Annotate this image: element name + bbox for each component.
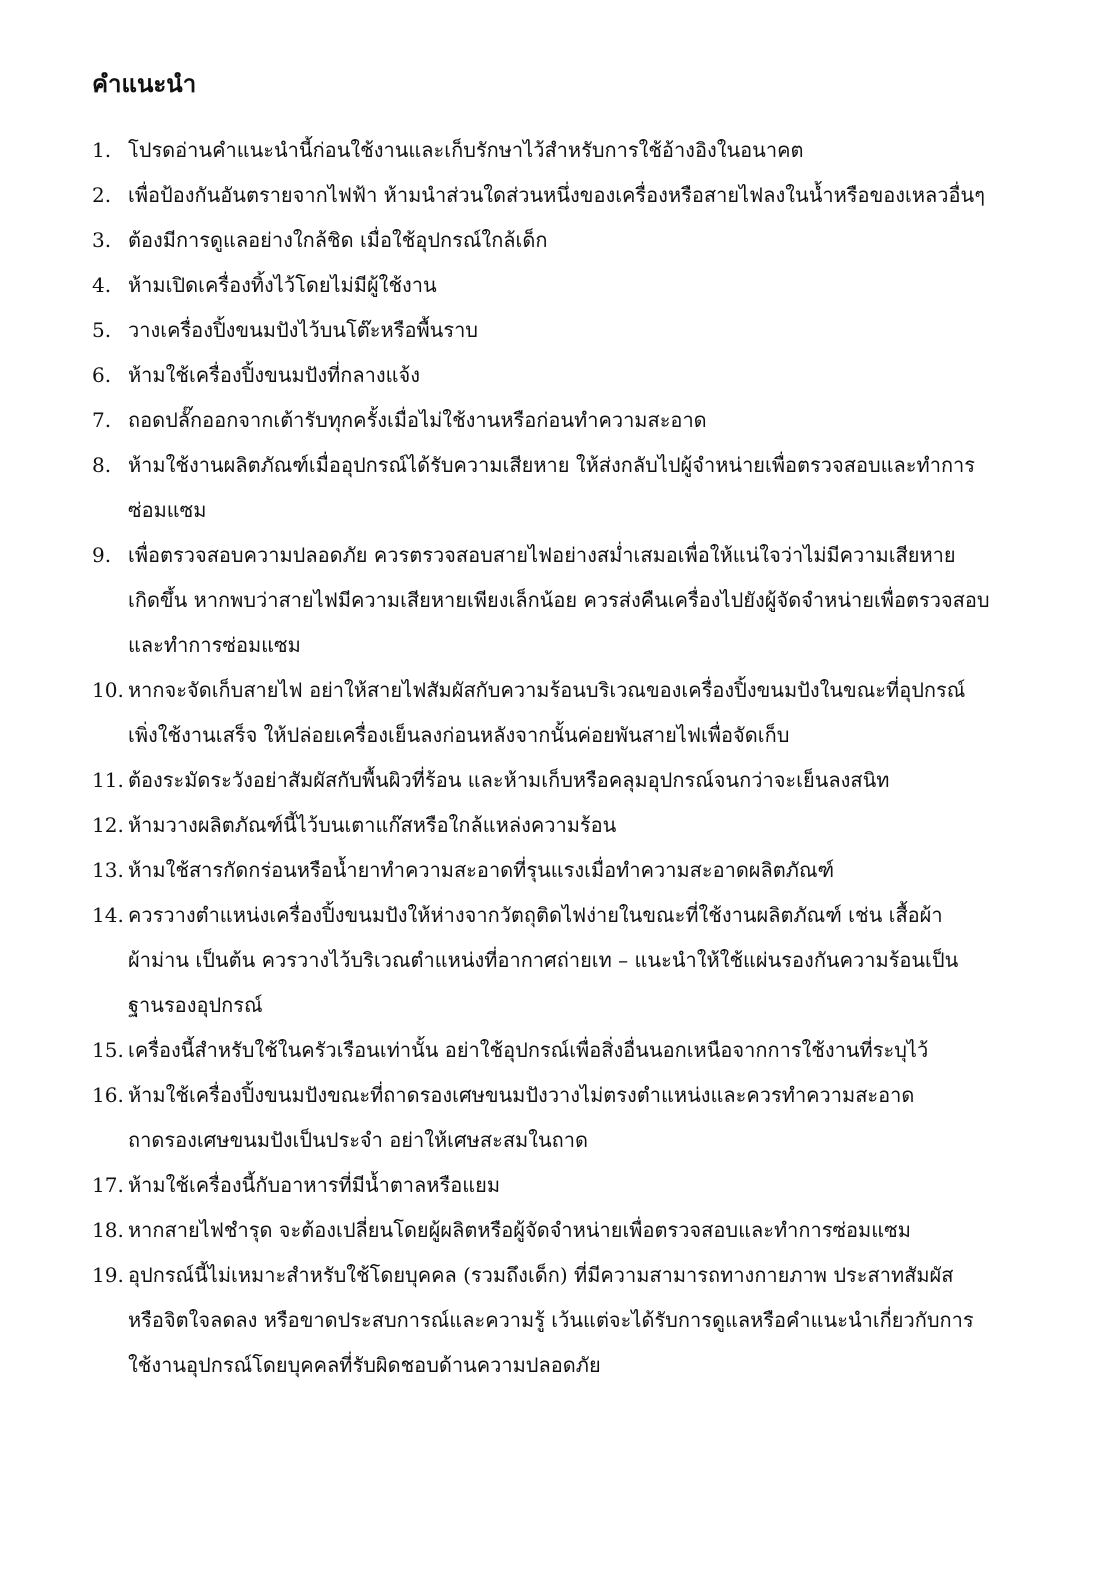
instruction-item: [92, 128, 1057, 173]
instructions-list: [92, 128, 1057, 1388]
instruction-number: 19.: [92, 1263, 124, 1287]
instruction-line: หรือจิตใจลดลง หรือขาดประสบการณ์และความรู้ เว้นแต่จะได้รับการดูแลหรือคำแนะนำเกี่ยวกับการ: [128, 1308, 974, 1332]
instruction-text: [128, 803, 1057, 848]
instruction-text: [128, 173, 1057, 218]
instruction-item: [92, 533, 1057, 668]
instruction-line: ห้ามใช้งานผลิตภัณฑ์เมื่ออุปกรณ์ได้รับความเสียหาย ให้ส่งกลับไปผู้จำหน่ายเพื่อตรวจสอบและทำการ: [128, 453, 976, 477]
instruction-number: 12.: [92, 813, 124, 837]
instruction-line: ถาดรองเศษขนมปังเป็นประจำ อย่าให้เศษสะสมในถาด: [128, 1128, 588, 1152]
instruction-text: [128, 263, 1057, 308]
instruction-item: [92, 1163, 1057, 1208]
instruction-line: ถอดปลั๊กออกจากเต้ารับทุกครั้งเมื่อไม่ใช้งานหรือก่อนทำความสะอาด: [128, 408, 707, 432]
instruction-text: [128, 353, 1057, 398]
instruction-item: [92, 1073, 1057, 1163]
instruction-item: [92, 1208, 1057, 1253]
instruction-line: เครื่องนี้สำหรับใช้ในครัวเรือนเท่านั้น อย่าใช้อุปกรณ์เพื่อสิ่งอื่นนอกเหนือจากการใช้งานที่ระบุไว้: [128, 1038, 929, 1062]
instruction-number: 1.: [92, 138, 112, 162]
instruction-item: [92, 1028, 1057, 1073]
instruction-line: ห้ามใช้เครื่องปิ้งขนมปังที่กลางแจ้ง: [128, 363, 421, 387]
instruction-text: [128, 1208, 1057, 1253]
instruction-line: ควรวางตำแหน่งเครื่องปิ้งขนมปังให้ห่างจากวัตถุติดไฟง่ายในขณะที่ใช้งานผลิตภัณฑ์ เช่น เสื้อผ้า: [128, 903, 943, 927]
instruction-text: [128, 308, 1057, 353]
instruction-number: 3.: [92, 228, 112, 252]
instruction-line: หากจะจัดเก็บสายไฟ อย่าให้สายไฟสัมผัสกับความร้อนบริเวณของเครื่องปิ้งขนมปังในขณะที่อุปกรณ์: [128, 678, 966, 702]
instruction-line: เพื่อตรวจสอบความปลอดภัย ควรตรวจสอบสายไฟอย่างสม่ำเสมอเพื่อให้แน่ใจว่าไม่มีความเสียหาย: [128, 543, 956, 567]
instruction-number: 7.: [92, 408, 112, 432]
instruction-number: 13.: [92, 858, 124, 882]
instruction-line: ห้ามเปิดเครื่องทิ้งไว้โดยไม่มีผู้ใช้งาน: [128, 273, 437, 297]
instruction-line: เกิดขึ้น หากพบว่าสายไฟมีความเสียหายเพียงเล็กน้อย ควรส่งคืนเครื่องไปยังผู้จัดจำหน่ายเพื่อตรวจสอบ: [128, 588, 990, 612]
instruction-text: [128, 443, 1057, 533]
instruction-line: ผ้าม่าน เป็นต้น ควรวางไว้บริเวณตำแหน่งที่อากาศถ่ายเท – แนะนำให้ใช้แผ่นรองกันความร้อนเป็น: [128, 948, 959, 972]
instruction-number: 6.: [92, 363, 112, 387]
instruction-text: [128, 533, 1057, 668]
instruction-item: [92, 803, 1057, 848]
instruction-text: [128, 1253, 1057, 1388]
instruction-item: [92, 758, 1057, 803]
instruction-number: 4.: [92, 273, 112, 297]
instruction-item: [92, 443, 1057, 533]
instruction-text: [128, 1028, 1057, 1073]
instruction-number: 16.: [92, 1083, 124, 1107]
instruction-line: ฐานรองอุปกรณ์: [128, 993, 263, 1017]
instruction-number: 14.: [92, 903, 124, 927]
instruction-item: [92, 173, 1057, 218]
page-title: คำแนะนำ: [92, 69, 197, 98]
instruction-line: เพื่อป้องกันอันตรายจากไฟฟ้า ห้ามนำส่วนใดส่วนหนึ่งของเครื่องหรือสายไฟลงในน้ำหรือของเหลวอื่นๆ: [128, 183, 985, 207]
instruction-number: 8.: [92, 453, 112, 477]
instruction-line: ใช้งานอุปกรณ์โดยบุคคลที่รับผิดชอบด้านความปลอดภัย: [128, 1353, 601, 1377]
instruction-number: 15.: [92, 1038, 124, 1062]
instruction-line: วางเครื่องปิ้งขนมปังไว้บนโต๊ะหรือพื้นราบ: [128, 318, 478, 342]
instruction-item: [92, 1253, 1057, 1388]
instruction-item: [92, 848, 1057, 893]
instruction-number: 10.: [92, 678, 124, 702]
instruction-line: ต้องมีการดูแลอย่างใกล้ชิด เมื่อใช้อุปกรณ์ใกล้เด็ก: [128, 228, 548, 252]
instruction-number: 2.: [92, 183, 112, 207]
instruction-number: 18.: [92, 1218, 124, 1242]
instruction-item: [92, 218, 1057, 263]
instruction-line: ห้ามใช้เครื่องปิ้งขนมปังขณะที่ถาดรองเศษขนมปังวางไม่ตรงตำแหน่งและควรทำความสะอาด: [128, 1083, 915, 1107]
instruction-number: 17.: [92, 1173, 124, 1197]
instruction-text: [128, 758, 1057, 803]
instruction-item: [92, 668, 1057, 758]
instruction-number: 5.: [92, 318, 112, 342]
instruction-line: อุปกรณ์นี้ไม่เหมาะสำหรับใช้โดยบุคคล (รวมถึงเด็ก) ที่มีความสามารถทางกายภาพ ประสาทสัมผัส: [128, 1263, 954, 1287]
instruction-line: ต้องระมัดระวังอย่าสัมผัสกับพื้นผิวที่ร้อน และห้ามเก็บหรือคลุมอุปกรณ์จนกว่าจะเย็นลงสนิท: [128, 768, 890, 792]
instruction-text: [128, 218, 1057, 263]
instruction-line: ห้ามวางผลิตภัณฑ์นี้ไว้บนเตาแก๊สหรือใกล้แหล่งความร้อน: [128, 813, 617, 837]
instruction-text: [128, 1073, 1057, 1163]
instruction-item: [92, 263, 1057, 308]
instruction-line: โปรดอ่านคำแนะนำนี้ก่อนใช้งานและเก็บรักษาไว้สำหรับการใช้อ้างอิงในอนาคต: [128, 138, 804, 162]
instruction-line: หากสายไฟชำรุด จะต้องเปลี่ยนโดยผู้ผลิตหรือผู้จัดจำหน่ายเพื่อตรวจสอบและทำการซ่อมแซม: [128, 1218, 911, 1242]
instruction-number: 11.: [92, 768, 124, 792]
instruction-text: [128, 1163, 1057, 1208]
instruction-text: [128, 893, 1057, 1028]
instruction-text: [128, 128, 1057, 173]
instruction-item: [92, 353, 1057, 398]
instruction-number: 9.: [92, 543, 112, 567]
instruction-line: ซ่อมแซม: [128, 498, 207, 522]
instruction-text: [128, 848, 1057, 893]
instruction-item: [92, 893, 1057, 1028]
instruction-text: [128, 398, 1057, 443]
instruction-text: [128, 668, 1057, 758]
instruction-line: และทำการซ่อมแซม: [128, 633, 301, 657]
instruction-item: [92, 398, 1057, 443]
instruction-line: ห้ามใช้เครื่องนี้กับอาหารที่มีน้ำตาลหรือแยม: [128, 1173, 501, 1197]
instruction-line: ห้ามใช้สารกัดกร่อนหรือน้ำยาทำความสะอาดที่รุนแรงเมื่อทำความสะอาดผลิตภัณฑ์: [128, 858, 835, 882]
instruction-line: เพิ่งใช้งานเสร็จ ให้ปล่อยเครื่องเย็นลงก่อนหลังจากนั้นค่อยพันสายไฟเพื่อจัดเก็บ: [128, 723, 790, 747]
instruction-item: [92, 308, 1057, 353]
